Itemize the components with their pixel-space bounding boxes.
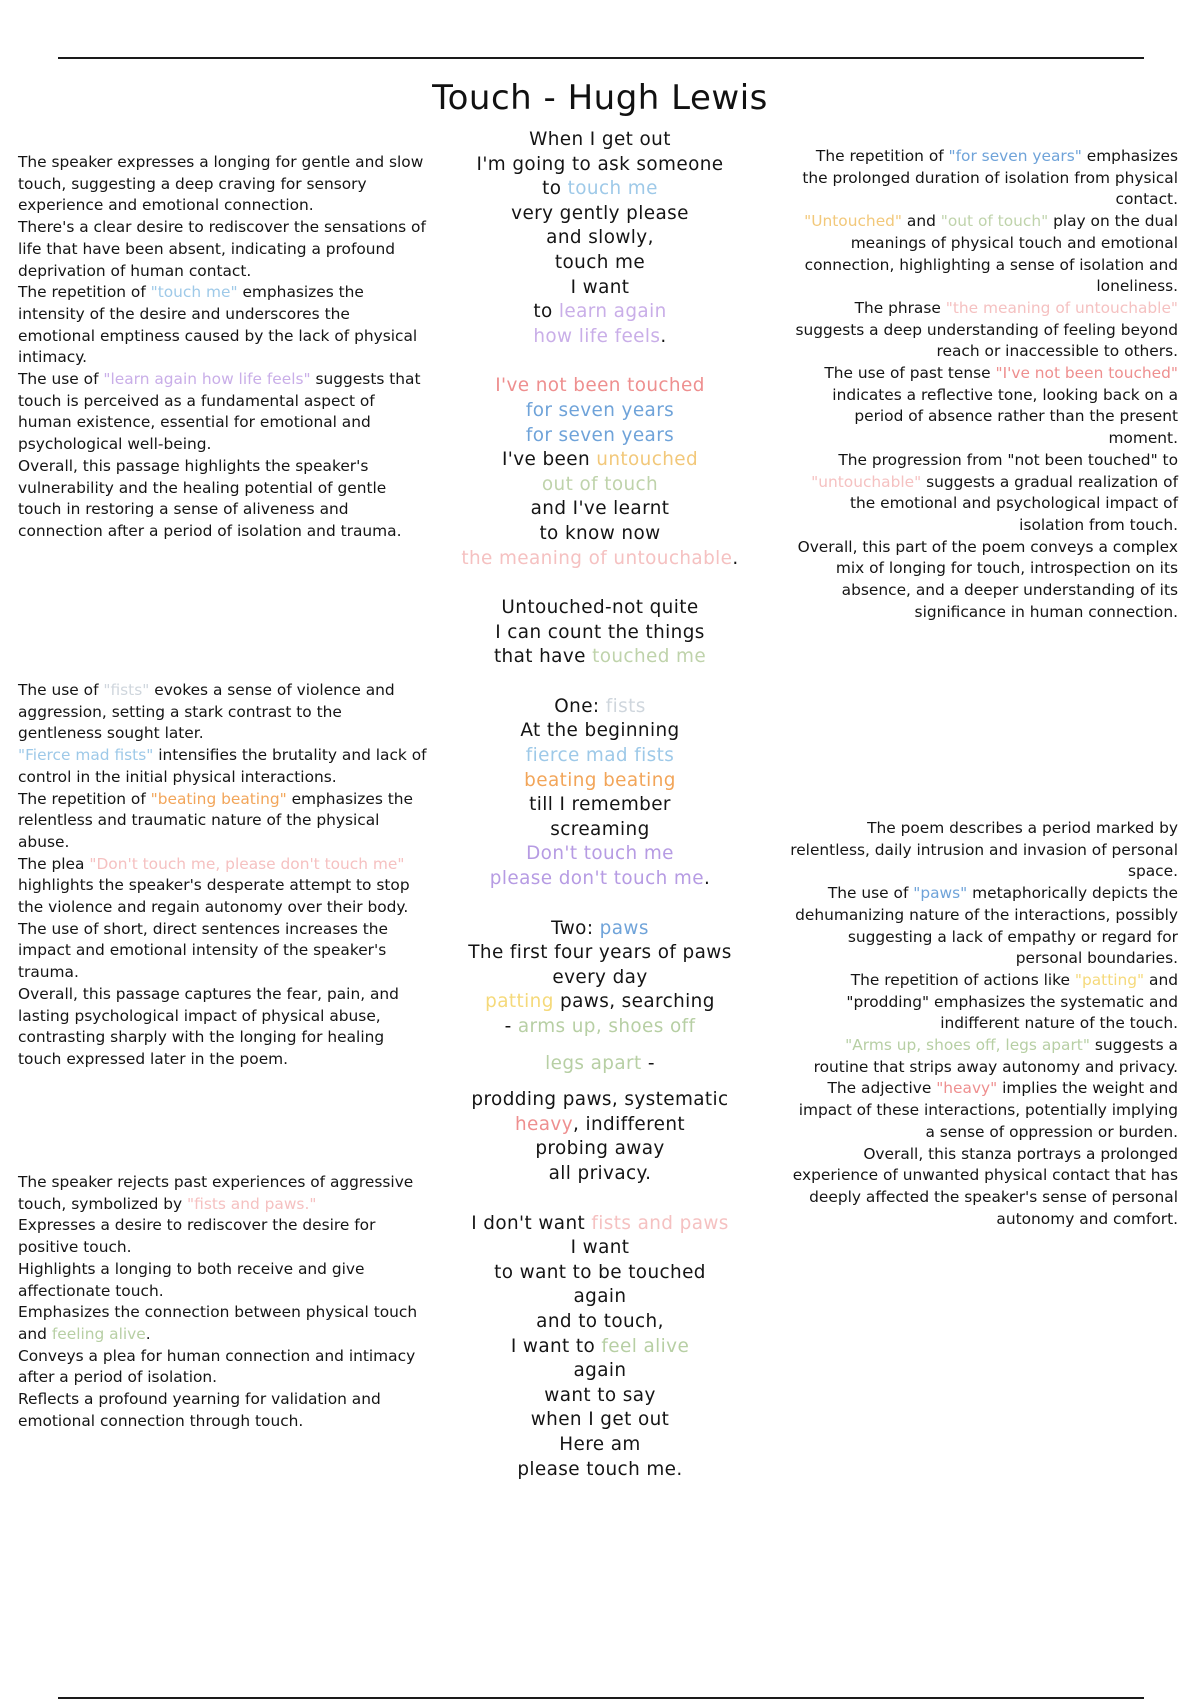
stanza-gap (430, 349, 770, 374)
highlight-phrase: heavy (514, 1113, 573, 1135)
poem-line: and to touch, (536, 1310, 664, 1332)
highlight-phrase: patting (485, 991, 554, 1013)
poem-line: I've been untouched (501, 449, 699, 471)
highlight-quote: "fists and paws." (187, 1194, 317, 1213)
highlight-quote: "beating beating" (150, 789, 287, 808)
poem-line: again (573, 1360, 627, 1382)
annotation-paragraph: The speaker rejects past experiences of aggressive touch, symbolized by "fists and paws." (18, 1173, 414, 1213)
highlight-quote: "the meaning of untouchable" (945, 298, 1178, 317)
highlight-quote: "Arms up, shoes off, legs apart" (845, 1036, 1090, 1055)
poem-line: screaming (550, 818, 650, 840)
poem-line: Don't touch me (526, 843, 674, 865)
left-annotation-3 (18, 1172, 430, 1432)
highlight-phrase: please don't touch me (489, 868, 704, 890)
poem-line: When I get out (529, 129, 671, 150)
annotation-paragraph: Conveys a plea for human connection and intimacy after a period of isolation. (18, 1346, 416, 1387)
highlight-phrase: feel alive (601, 1335, 690, 1357)
annotation-paragraph: The repetition of actions like "patting" and "prodding" emphasizes the systematic and indifferent nature of the touch. (846, 970, 1178, 1033)
highlight-phrase: fists and paws (591, 1212, 729, 1234)
poem-line: and slowly, (546, 227, 654, 249)
poem-line: Here am (559, 1433, 641, 1455)
highlight-quote: "Don't touch me, please don't touch me" (89, 854, 405, 873)
highlight-phrase: fists (605, 695, 646, 717)
poem-line: I don't want fists and paws (471, 1212, 729, 1234)
poem-line: touch me (554, 251, 646, 273)
annotation-paragraph: "Fierce mad fists" intensifies the brutality and lack of control in the initial physical interactions. (18, 746, 427, 786)
highlight-quote: "for seven years" (948, 147, 1082, 165)
highlight-phrase: how life feels (533, 325, 661, 347)
annotation-paragraph: Reflects a profound yearning for validation and emotional connection through touch. (18, 1390, 381, 1430)
highlight-phrase: paws (599, 917, 649, 939)
highlight-quote: "learn again how life feels" (103, 370, 311, 389)
annotation-paragraph: The adjective "heavy" implies the weight and impact of these interactions, potentially implying a sense of oppression or burden. (798, 1079, 1178, 1141)
highlight-quote: "out of touch" (940, 212, 1049, 231)
annotation-paragraph: The plea "Don't touch me, please don't touch me" highlights the speaker's desperate attempt to stop the violence and regain autonomy over their body. (18, 854, 410, 917)
top-rule (58, 57, 1144, 59)
poem-line: want to say (544, 1384, 656, 1406)
annotation-paragraph: Overall, this stanza portrays a prolonged experience of unwanted physical contact that has deeply affected the speaker's sense of personal autonomy and comfort. (792, 1144, 1178, 1228)
highlight-phrase: touch me (567, 178, 658, 200)
poem-line: the meaning of untouchable. (461, 547, 739, 569)
highlight-quote: "paws" (913, 884, 968, 903)
poem-line: for seven years (525, 424, 675, 446)
right-annotation-1 (786, 146, 1178, 623)
poem-line: I want (570, 276, 630, 298)
poem-line: beating beating (524, 769, 676, 791)
annotation-paragraph: Overall, this passage captures the fear, pain, and lasting psychological impact of physical abuse, contrasting sharply with the longing for healing touch expressed later in the poem. (18, 984, 399, 1068)
stanza-gap (430, 571, 770, 596)
poem-line: I've not been touched (495, 375, 705, 397)
highlight-phrase: arms up, shoes off (517, 1016, 696, 1037)
annotation-paragraph: The use of past tense "I've not been touched" indicates a reflective tone, looking back on a period of absence rather than the present moment. (824, 364, 1178, 448)
poem-line: I can count the things (495, 621, 705, 643)
poem-line: heavy, indifferent (514, 1113, 686, 1135)
annotation-paragraph: The speaker expresses a longing for gentle and slow touch, suggesting a deep craving for sensory experience and emotional connection. (18, 153, 424, 215)
annotation-paragraph: The use of "fists" evokes a sense of violence and aggression, setting a stark contrast to the gentleness sought later. (18, 681, 395, 743)
bottom-rule (58, 1697, 1144, 1699)
poem-line: - arms up, shoes off (504, 1016, 696, 1037)
highlight-quote: feeling alive (51, 1324, 146, 1343)
annotation-paragraph: The use of short, direct sentences increases the impact and emotional intensity of the speaker's trauma. (18, 919, 388, 982)
annotation-paragraph: Expresses a desire to rediscover the desire for positive touch. (18, 1216, 376, 1257)
annotation-paragraph: There's a clear desire to rediscover the sensations of life that have been absent, indicating a profound deprivation of human contact. (18, 218, 426, 280)
stanza-2 (430, 374, 770, 571)
stanza-gap (430, 670, 770, 695)
poem-line: At the beginning (520, 720, 680, 742)
highlight-quote: "fists" (103, 681, 150, 699)
highlight-phrase: legs apart (545, 1052, 642, 1074)
highlight-quote: "I've not been touched" (995, 364, 1178, 383)
highlight-quote: "Fierce mad fists" (18, 746, 154, 765)
poem-line: legs apart - (545, 1052, 655, 1074)
annotation-paragraph: "Arms up, shoes off, legs apart" suggests a routine that strips away autonomy and privacy. (813, 1036, 1178, 1076)
annotation-paragraph: The repetition of "touch me" emphasizes the intensity of the desire and underscores the emotional emptiness caused by the lack of physical intimacy. (18, 283, 418, 367)
highlight-phrase: learn again (558, 301, 667, 323)
annotation-paragraph: The progression from "not been touched" to "untouchable" suggests a gradual realization of the emotional and psychological impact of isolation from touch. (811, 450, 1178, 534)
stanza-1 (430, 128, 770, 349)
annotation-paragraph: The poem describes a period marked by relentless, daily intrusion and invasion of personal space. (790, 819, 1178, 881)
annotation-paragraph: Overall, this passage highlights the speaker's vulnerability and the healing potential of gentle touch in restoring a sense of aliveness and connection after a period of isolation and trauma. (18, 456, 402, 540)
poem-line: to know now (539, 522, 661, 544)
poem-line: Untouched-not quite (501, 597, 699, 619)
poem-line: I'm going to ask someone (476, 153, 724, 175)
poem-line: Two: paws (551, 917, 649, 939)
highlight-quote: "heavy" (936, 1079, 998, 1098)
annotation-paragraph: The repetition of "beating beating" emphasizes the relentless and traumatic nature of the physical abuse. (18, 789, 414, 851)
poem-line: fierce mad fists (525, 745, 675, 767)
highlight-phrase: the meaning of untouchable (461, 547, 733, 569)
poem-line: One: fists (554, 695, 646, 717)
annotation-paragraph: Overall, this part of the poem conveys a complex mix of longing for touch, introspection on its absence, and a deeper understanding of its significance in human connection. (797, 537, 1178, 621)
poem-line: till I remember (529, 794, 671, 816)
poem-line: how life feels. (533, 325, 667, 347)
poem-line: out of touch (541, 473, 659, 495)
poem-line: every day (552, 966, 648, 988)
poem-line: I want (570, 1237, 630, 1259)
poem-line: all privacy. (548, 1162, 652, 1184)
line-gap (430, 1076, 770, 1088)
poem-line: and I've learnt (530, 498, 670, 520)
right-annotation-2 (786, 818, 1178, 1230)
annotation-paragraph: Emphasizes the connection between physical touch and feeling alive. (18, 1303, 418, 1343)
poem-line: to touch me (542, 178, 658, 200)
stanza-5 (430, 917, 770, 1187)
poem-line: again (573, 1286, 627, 1308)
poem-line: I want to feel alive (510, 1335, 690, 1357)
poem-line: The first four years of paws (468, 942, 732, 964)
annotation-paragraph: The use of "paws" metaphorically depicts the dehumanizing nature of the interactions, possibly suggesting a lack of empathy or regard for personal boundaries. (795, 884, 1178, 968)
stanza-gap (430, 1187, 770, 1212)
annotation-paragraph: Highlights a longing to both receive and give affectionate touch. (18, 1259, 365, 1300)
page-title: Touch - Hugh Lewis (432, 78, 768, 118)
highlight-phrase: touched me (592, 646, 707, 668)
stanza-6 (430, 1212, 770, 1483)
poem-line: prodding paws, systematic (471, 1089, 729, 1111)
stanza-4 (430, 695, 770, 892)
highlight-phrase: untouched (596, 449, 699, 471)
stanza-gap (430, 892, 770, 917)
annotation-paragraph: The repetition of "for seven years" emphasizes the prolonged duration of isolation from physical contact. (802, 147, 1178, 209)
poem-line: please don't touch me. (489, 868, 711, 890)
highlight-quote: "Untouched" (804, 212, 903, 231)
annotation-paragraph: "Untouched" and "out of touch" play on the dual meanings of physical touch and emotional connection, highlighting a sense of isolation and loneliness. (804, 212, 1178, 296)
highlight-quote: "patting" (1074, 970, 1145, 989)
poem-line: very gently please (511, 202, 689, 224)
annotation-paragraph: The use of "learn again how life feels" suggests that touch is perceived as a fundamental aspect of human existence, essential for emotional and psychological well-being. (18, 370, 421, 454)
poem-line: patting paws, searching (485, 991, 715, 1013)
poem-line: to learn again (533, 301, 667, 323)
line-gap (430, 1040, 770, 1052)
poem-line: to want to be touched (494, 1261, 706, 1283)
stanza-3 (430, 596, 770, 670)
highlight-quote: "touch me" (150, 283, 238, 302)
poem-line: that have touched me (493, 646, 707, 668)
highlight-quote: "untouchable" (811, 472, 922, 491)
annotation-paragraph: The phrase "the meaning of untouchable" suggests a deep understanding of feeling beyond reach or inaccessible to others. (795, 298, 1178, 361)
poem-line: when I get out (530, 1409, 670, 1431)
left-annotation-1 (18, 152, 430, 543)
poem-line: for seven years (525, 399, 675, 421)
poem-line: please touch me. (517, 1458, 683, 1480)
left-annotation-2 (18, 680, 430, 1071)
poem-line: probing away (535, 1138, 665, 1160)
poem (430, 128, 770, 1482)
